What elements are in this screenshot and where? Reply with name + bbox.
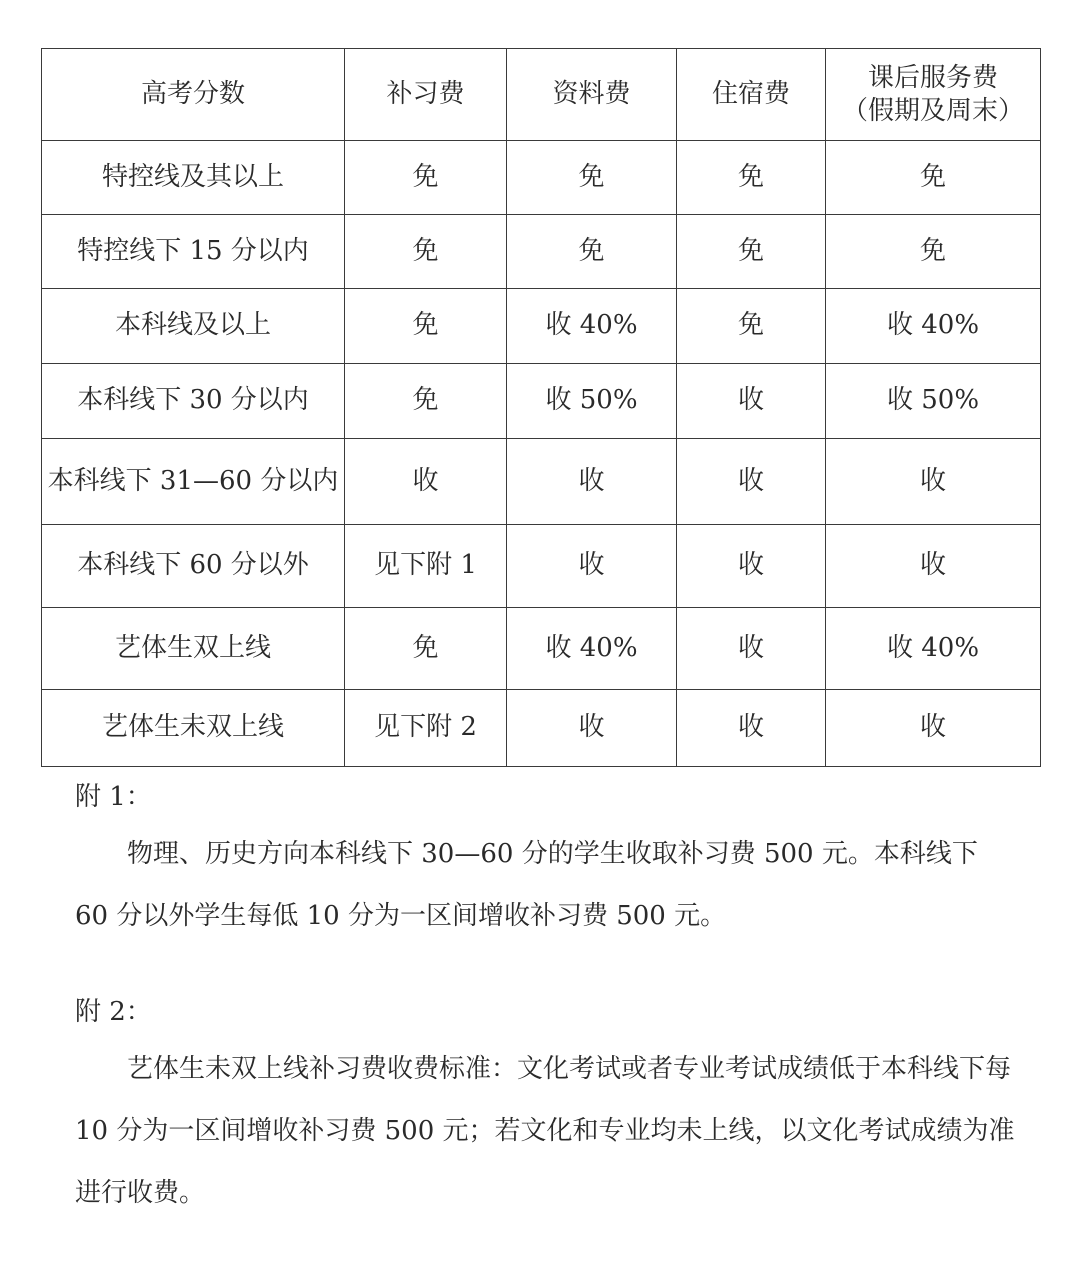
table-cell: 免 xyxy=(507,141,677,215)
table-row xyxy=(42,525,1041,608)
table-cell: 见下附 1 xyxy=(345,525,507,608)
table-cell: 收 xyxy=(677,439,826,525)
table-cell: 收 50% xyxy=(826,364,1041,439)
table-cell: 免 xyxy=(677,289,826,364)
table-cell: 免 xyxy=(345,364,507,439)
row-label: 特控线下 15 分以内 xyxy=(42,215,345,289)
table-cell: 免 xyxy=(826,215,1041,289)
table-cell: 收 40% xyxy=(507,289,677,364)
header-tuition: 补习费 xyxy=(345,49,507,141)
row-label: 本科线下 60 分以外 xyxy=(42,525,345,608)
table-cell: 收 xyxy=(677,364,826,439)
table-cell: 收 40% xyxy=(507,608,677,690)
table-row xyxy=(42,690,1041,767)
table-cell: 见下附 2 xyxy=(345,690,507,767)
fee-table xyxy=(41,48,1041,767)
header-after-school-service-line1: 课后服务费 xyxy=(867,63,998,93)
row-label: 艺体生双上线 xyxy=(42,608,345,690)
table-cell: 免 xyxy=(507,215,677,289)
header-score: 高考分数 xyxy=(42,49,345,141)
row-label: 特控线及其以上 xyxy=(42,141,345,215)
table-row xyxy=(42,289,1041,364)
table-row xyxy=(42,608,1041,690)
table-cell: 收 40% xyxy=(826,608,1041,690)
header-lodging: 住宿费 xyxy=(677,49,826,141)
table-cell: 免 xyxy=(345,141,507,215)
note-1-text: 物理、历史方向本科线下 30—60 分的学生收取补习费 500 元。本科线下 60 分以外学生每低 10 分为一区间增收补习费 500 元。 xyxy=(75,839,978,931)
table-header-row xyxy=(42,49,1041,141)
table-row xyxy=(42,215,1041,289)
note-2-heading: 附 2： xyxy=(75,997,152,1027)
table-cell: 收 xyxy=(677,608,826,690)
table-cell: 收 xyxy=(826,525,1041,608)
header-after-school-service-line2: （假期及周末） xyxy=(841,95,1024,126)
table-cell: 收 xyxy=(507,525,677,608)
row-label: 本科线下 31—60 分以内 xyxy=(42,439,345,525)
row-label: 本科线及以上 xyxy=(42,289,345,364)
note-1-heading: 附 1： xyxy=(75,782,152,812)
table-cell: 收 xyxy=(677,525,826,608)
table-cell: 免 xyxy=(826,141,1041,215)
table-cell: 收 xyxy=(345,439,507,525)
table-cell: 免 xyxy=(677,215,826,289)
table-row xyxy=(42,364,1041,439)
note-2-text: 艺体生未双上线补习费收费标准：文化考试或者专业考试成绩低于本科线下每 10 分为一区间增收补习费 500 元；若文化和专业均未上线，以文化考试成绩为准进行收费。 xyxy=(75,1054,1015,1208)
header-after-school-service xyxy=(826,49,1041,141)
row-label: 本科线下 30 分以内 xyxy=(42,364,345,439)
table-cell: 免 xyxy=(345,215,507,289)
table-cell: 免 xyxy=(677,141,826,215)
table-cell: 收 xyxy=(507,439,677,525)
table-cell: 免 xyxy=(345,289,507,364)
header-materials: 资料费 xyxy=(507,49,677,141)
table-cell: 收 xyxy=(826,439,1041,525)
table-cell: 收 xyxy=(507,690,677,767)
row-label: 艺体生未双上线 xyxy=(42,690,345,767)
table-cell: 收 xyxy=(677,690,826,767)
table-row xyxy=(42,141,1041,215)
table-cell: 收 50% xyxy=(507,364,677,439)
table-cell: 收 40% xyxy=(826,289,1041,364)
table-row xyxy=(42,439,1041,525)
table-cell: 免 xyxy=(345,608,507,690)
table-cell: 收 xyxy=(826,690,1041,767)
